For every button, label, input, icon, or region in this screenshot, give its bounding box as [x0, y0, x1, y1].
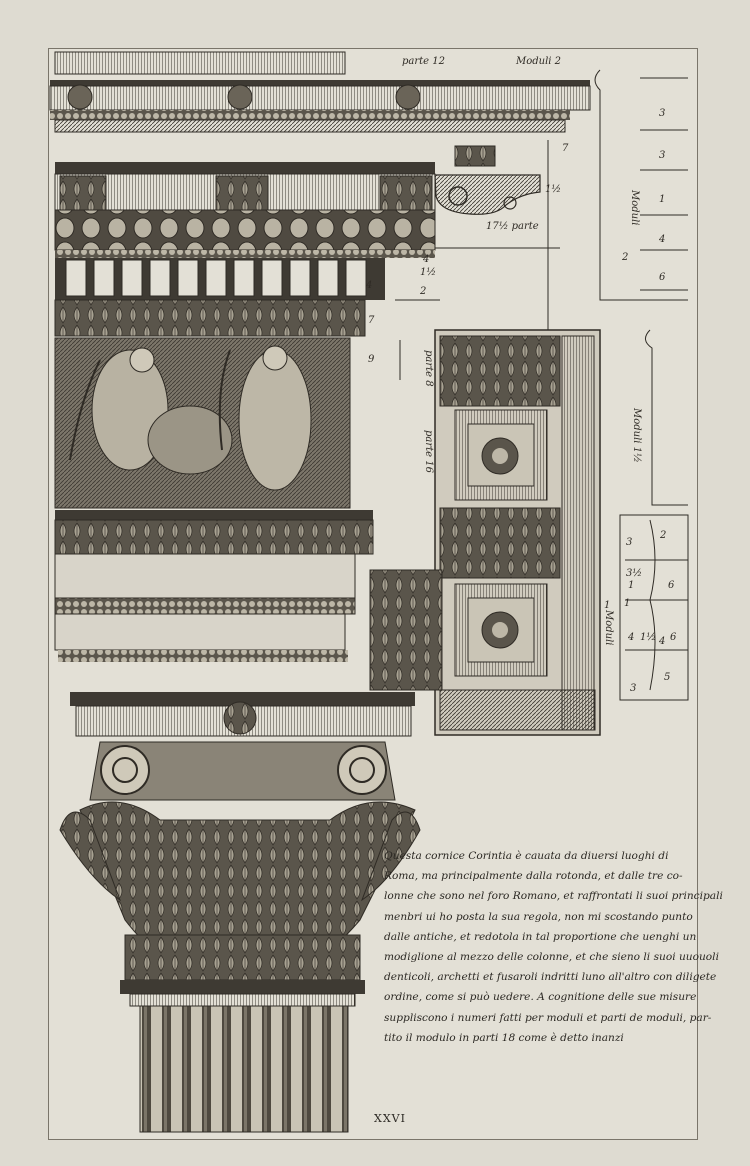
numeral: 3 [659, 150, 666, 161]
numeral: 6 [659, 272, 666, 283]
dentil-course [55, 258, 385, 300]
label-side-modules: Moduli [629, 190, 640, 226]
dentil [318, 260, 338, 296]
numeral: 1 [604, 600, 611, 611]
numeral: 4 [659, 234, 666, 245]
caption-line: lonne che sono nel foro Romano, et raffrontati li suoi principali [384, 890, 723, 903]
numeral: 7 [368, 315, 375, 326]
numeral: 6 [670, 632, 677, 643]
numeral: 1½ [545, 184, 562, 195]
caption-line: ordine, come si può uedere. A cognitione delle sue misure [384, 991, 697, 1004]
dentil [66, 260, 86, 296]
frieze-leaf-band [55, 300, 365, 336]
numeral: 1½ [420, 267, 437, 278]
numeral: 3½ [626, 568, 643, 579]
dentil [290, 260, 310, 296]
numeral: 6 [668, 580, 675, 591]
numeral: 1 [659, 194, 666, 205]
caption-line: denticoli, archetti et fusaroli indritti luno all'altro con diligete [384, 971, 717, 984]
numeral: 2 [420, 286, 427, 297]
dentil [234, 260, 254, 296]
numeral: 4 [423, 254, 430, 265]
dentil [150, 260, 170, 296]
caption-line: Questa cornice Corintia è cauata da diuersi luoghi di [384, 850, 669, 862]
numeral: 3 [659, 108, 666, 119]
label-modillion-parts: 17½ parte [486, 221, 539, 232]
caption-line: menbri ui ho posta la sua regola, non mi scostando punto [384, 910, 693, 923]
label-top-parts: parte 12 [402, 56, 445, 67]
caption-line: suppliscono i numeri fatti per moduli et parti de moduli, par- [384, 1011, 712, 1024]
page-number: XXVI [374, 1112, 406, 1125]
numeral: 1 [624, 598, 631, 609]
label-parts-16: parte 16 [423, 430, 434, 473]
fluted-column-shaft [140, 1006, 348, 1132]
numeral: 1 [628, 580, 635, 591]
dentil [122, 260, 142, 296]
top-cornice [50, 52, 590, 132]
relief-frieze [55, 338, 350, 508]
dentil [178, 260, 198, 296]
numeral: 5 [664, 672, 671, 683]
numeral: 4 [366, 280, 373, 291]
label-lower-modules: Moduli [603, 610, 614, 646]
caption-line: modiglione al mezzo delle colonne, et che sieno li suoi uuouoli [384, 951, 719, 964]
caption-text [384, 846, 723, 1048]
numeral: 7 [562, 143, 569, 154]
numeral: 4 [659, 636, 666, 647]
soffit-coffers [370, 330, 600, 735]
caption-line: Roma, ma principalmente dalla rotonda, et dalle tre co- [384, 870, 683, 883]
modillion-band [55, 146, 540, 258]
numeral: 2 [660, 530, 667, 541]
numeral: 4 [628, 632, 635, 643]
dentil [346, 260, 366, 296]
dentil [94, 260, 114, 296]
numeral: 3 [630, 683, 637, 694]
caption-line: tito il modulo in parti 18 come è detto inanzi [384, 1031, 624, 1044]
dentil [206, 260, 226, 296]
architrave [55, 510, 373, 662]
label-parts-8: parte 8 [423, 350, 434, 387]
label-mid-modules: Moduli 1½ [631, 408, 642, 463]
caption-line: dalle antiche, et redotola in tal proportione che uenghi un [384, 930, 697, 943]
numeral: 9 [368, 354, 375, 365]
numeral: 1½ [640, 632, 657, 643]
dentil [262, 260, 282, 296]
numeral: 3 [626, 537, 633, 548]
label-top-modules: Moduli 2 [516, 56, 562, 67]
corinthian-capital [60, 692, 420, 1006]
label-side-modules-2: 2 [622, 252, 629, 263]
